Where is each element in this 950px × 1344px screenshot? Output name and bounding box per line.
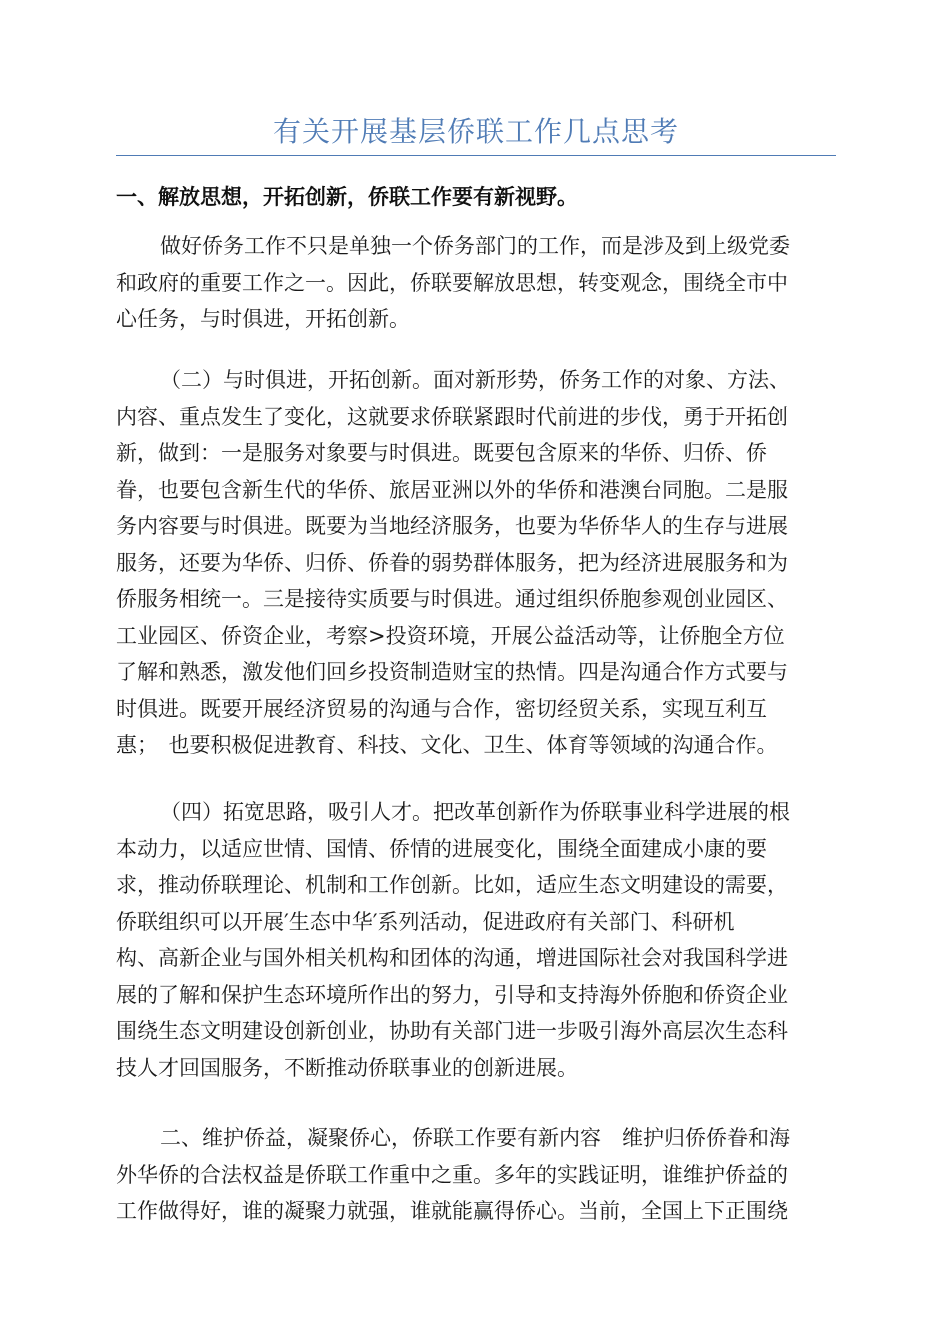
section-heading-1: 一、解放思想，开拓创新，侨联工作要有新视野。	[116, 184, 578, 209]
paragraph-4	[116, 1120, 836, 1230]
paragraph-line: 了解和熟悉，激发他们回乡投资制造财宝的热情。四是沟通合作方式要与	[116, 660, 788, 684]
paragraph-line: 围绕生态文明建设创新创业，协助有关部门进一步吸引海外高层次生态科	[116, 1019, 788, 1043]
title-underline	[116, 155, 836, 156]
paragraph-1	[116, 228, 836, 338]
paragraph-line: 展的了解和保护生态环境所作出的努力，引导和支持海外侨胞和侨资企业	[116, 982, 788, 1007]
paragraph-line: 工业园区、侨资企业，考察>投资环境，开展公益活动等，让侨胞全方位	[116, 623, 785, 648]
paragraph-line: 二、维护侨益，凝聚侨心，侨联工作要有新内容 维护归侨侨眷和海	[160, 1126, 790, 1150]
paragraph-line: 内容、重点发生了变化，这就要求侨联紧跟时代前进的步伐，勇于开拓创	[116, 404, 788, 429]
document-title: 有关开展基层侨联工作几点思考	[272, 115, 679, 148]
paragraph-line: 工作做得好，谁的凝聚力就强，谁就能赢得侨心。当前，全国上下正围绕	[116, 1199, 788, 1223]
paragraph-line: 心任务，与时俱进，开拓创新。	[116, 307, 410, 331]
paragraph-line: 侨联组织可以开展′生态中华′系列活动，促进政府有关部门、科研机	[116, 909, 735, 934]
paragraph-line: 侨服务相统一。三是接待实质要与时俱进。通过组织侨胞参观创业园区、	[116, 587, 788, 611]
paragraph-line: 做好侨务工作不只是单独一个侨务部门的工作，而是涉及到上级党委	[160, 234, 790, 258]
paragraph-line: （四）拓宽思路，吸引人才。把改革创新作为侨联事业科学进展的根	[160, 800, 790, 824]
paragraph-line: 和政府的重要工作之一。因此，侨联要解放思想，转变观念，围绕全市中	[116, 270, 788, 295]
paragraph-3	[116, 794, 836, 1086]
paragraph-line: 本动力，以适应世情、国情、侨情的进展变化，围绕全面建成小康的要	[116, 836, 767, 861]
paragraph-line: 构、高新企业与国外相关机构和团体的沟通，增进国际社会对我国科学进	[116, 946, 788, 970]
paragraph-line: 技人才回国服务，不断推动侨联事业的创新进展。	[116, 1055, 578, 1080]
paragraph-line: 时俱进。既要开展经济贸易的沟通与合作，密切经贸关系，实现互利互	[116, 696, 767, 721]
paragraph-line: 务内容要与时俱进。既要为当地经济服务，也要为华侨华人的生存与进展	[116, 514, 788, 538]
paragraph-line: 外华侨的合法权益是侨联工作重中之重。多年的实践证明，谁维护侨益的	[116, 1162, 788, 1187]
paragraph-line: 眷，也要包含新生代的华侨、旅居亚洲以外的华侨和港澳台同胞。二是服	[116, 477, 788, 502]
paragraph-line: （二）与时俱进，开拓创新。面对新形势，侨务工作的对象、方法、	[160, 368, 790, 392]
paragraph-line: 新，做到：一是服务对象要与时俱进。既要包含原来的华侨、归侨、侨	[116, 441, 767, 465]
paragraph-line: 惠； 也要积极促进教育、科技、文化、卫生、体育等领域的沟通合作。	[116, 733, 778, 757]
paragraph-line: 服务，还要为华侨、归侨、侨眷的弱势群体服务，把为经济进展服务和为	[116, 550, 788, 575]
paragraph-2	[116, 362, 836, 764]
paragraph-line: 求，推动侨联理论、机制和工作创新。比如，适应生态文明建设的需要，	[116, 873, 788, 897]
